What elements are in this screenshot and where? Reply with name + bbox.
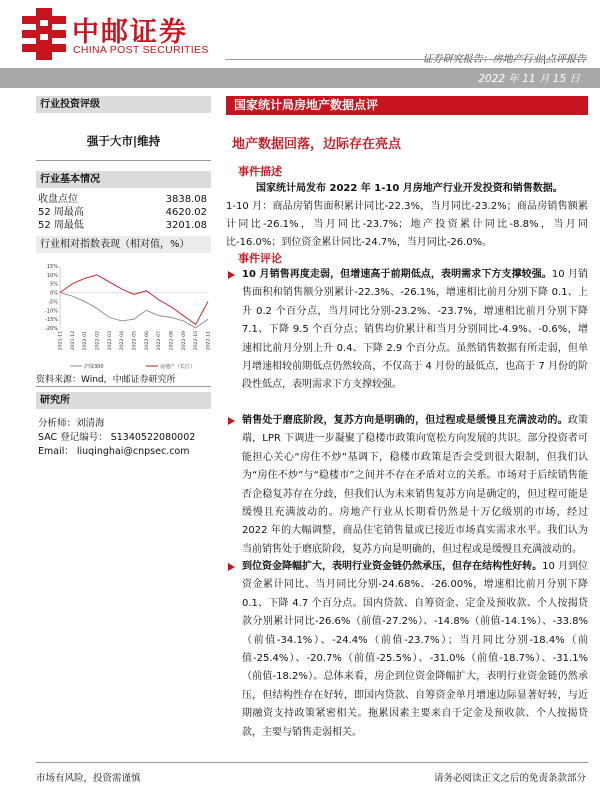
research-section-label: 研究所: [36, 392, 211, 409]
performance-section-label: 行业相对指数表现（相对值，%）: [36, 236, 211, 253]
analyst-email[interactable]: Email： liuqinghai@cnpsec.com: [38, 446, 190, 457]
x-tick-label: 2022-06: [144, 331, 150, 351]
company-name-cn: 中邮证券: [72, 17, 188, 48]
divider: [36, 386, 211, 387]
x-tick-label: 2022-04: [120, 331, 126, 351]
legend-label: 沪深300: [84, 364, 104, 370]
event-lead: 国家统计局发布 2022 年 1-10 月房地产行业开发投资和销售数据。: [256, 183, 563, 194]
x-tick-label: 2021-12: [70, 331, 76, 351]
legend-label: 房地产（长江）: [160, 364, 196, 370]
report-type: [423, 50, 586, 65]
analyst-name: 分析师：刘清海: [38, 418, 105, 429]
x-tick-label: 2022-01: [83, 331, 89, 351]
chart-source: 资料来源：Wind，中邮证券研究所: [36, 375, 176, 385]
y-tick-label: -10%: [45, 308, 58, 315]
comment-point-3: [226, 558, 588, 742]
report-subtitle: 地产数据回落，边际存在亮点: [232, 137, 402, 152]
x-tick-label: 2022-08: [169, 331, 175, 351]
point-body: 10 月销售面积和销售额分别累计-22.3%、-26.1%，增速相比前月分别下降 0.1、上升 0.2 个百分点，当月同比分别-23.2%、-23.7%，增速相比前月分别下降 7.1、下降 9.5 个百分点；销售均价累计和当月分别同比-4.9%、-0.6%，增速相比前月分别上升 0.4、下降 2.9 个百分点。虽然销售数据有所走弱，但单月增速相较前期低点仍然较高，不仅高于 4 月份的最低点，也高于 7 月份的阶段性低点，表明需求下方支撑较强。: [242, 269, 588, 391]
industry-rating: 强于大市|维持: [86, 134, 161, 148]
stat-label: 52 周最高: [38, 207, 84, 218]
stat-row-low: [38, 220, 209, 232]
footer-rule: [36, 762, 588, 763]
x-tick-label: 2022-03: [107, 331, 113, 351]
y-tick-label: 5%: [50, 281, 58, 288]
company-name-en: CHINA POST SECURITIES: [73, 44, 209, 56]
stat-row-close: [38, 194, 209, 206]
stat-label: 52 周最低: [38, 220, 84, 231]
y-tick-label: 0%: [50, 290, 58, 297]
risk-notice: 市场有风险，投资需谨慎: [36, 773, 141, 784]
header-rule: [225, 59, 587, 60]
report-title: 国家统计局房地产数据点评: [226, 96, 588, 115]
report-date: 2022 年 11 月 15 日: [478, 73, 580, 85]
analyst-sac: SAC 登记编号： S1340522080002: [38, 432, 196, 443]
point-lead: 到位资金降幅扩大，表明行业资金链仍然承压，但存在结构性好转。: [242, 561, 543, 572]
x-tick-label: 2022-10: [194, 331, 200, 351]
x-tick-label: 2022-02: [95, 331, 101, 351]
y-tick-label: 15%: [46, 264, 58, 270]
basics-section-label: 行业基本情况: [36, 171, 211, 188]
x-tick-label: 2022-07: [157, 331, 163, 351]
bullet-marker-icon: [228, 563, 235, 571]
y-tick-label: -5%: [48, 299, 58, 306]
point-body: 政策端，LPR 下调进一步凝聚了稳楼市政策向宽松方向发展的共识。部分投资者可能担心关心“房住不炒”基调下，稳楼市政策是否会受到很大限制，但我们认为“房住不炒”与“稳楼市”之间并不存在矛盾对立的关系。市场对于后续销售能否企稳复苏存在分歧，但我们认为未来销售复苏方向是确定的，但过程可能是缓慢且充满波动的。房地产行业从长期看仍然是十万亿级别的市场，经过 2022 年的大幅调整，商品住宅销售量或已接近市场真实需求水平。我们认为当前销售处于磨底阶段，复苏方向是明确的，但过程或是缓慢且充满波动的。: [242, 415, 589, 555]
event-section-heading: 事件描述: [238, 165, 282, 178]
y-tick-label: 10%: [46, 272, 58, 279]
disclaimer-notice: 请务必阅读正文之后的免责条款部分: [433, 773, 586, 784]
relative-performance-chart: [36, 262, 211, 370]
company-logo-icon: [22, 8, 66, 60]
stat-value: 3838.08: [165, 194, 207, 205]
point-body: 10 月到位资金累计同比、当月同比分别-24.68%、-26.00%，增速相比前月分别下降 0.1、下降 4.7 个百分点。国内贷款、自筹资金、定金及预收款、个人按揭贷款分别累计同比-26.6%（前值-27.2%）、-14.8%（前值-14.1%）、-33.8%（前值-34.1%）、-24.4%（前值-23.7%）；当月同比分别-18.4%（前值-25.4%）、-20.7%（前值-25.5%）、-31.0%（前值-18.7%）、-31.1%（前值-18.2%）。总体来看，房企到位资金降幅扩大，表明行业资金链仍然承压，但结构性存在好转，即国内贷款、自筹资金单月增速边际显著好转，与近期融资支持政策紧密相关。拖累因素主要来自于定金及预收款、个人按揭贷款，主要与销售走弱相关。: [242, 561, 589, 738]
event-body: 1-10 月：商品房销售面积累计同比-22.3%，当月同比-23.2%；商品房销售额累计同比-26.1%，当月同比-23.7%；地产投资累计同比-8.8%，当月同比-16.0%；到位资金累计同比-24.7%，当月同比-26.0%。: [226, 201, 588, 248]
point-lead: 10 月销售再度走弱，但增速高于前期低点，表明需求下方支撑较强。: [242, 269, 552, 280]
stat-label: 收盘点位: [38, 194, 78, 205]
comment-point-1: [226, 266, 588, 395]
stat-value: 4620.02: [165, 207, 207, 218]
series-line: [60, 275, 208, 325]
bullet-marker-icon: [228, 271, 235, 279]
stat-value: 3201.08: [165, 220, 207, 231]
series-line: [60, 293, 208, 328]
divider: [36, 160, 211, 161]
point-lead: 销售处于磨底阶段，复苏方向是明确的，但过程或是缓慢且充满波动的。: [242, 415, 568, 426]
stat-row-high: [38, 207, 209, 219]
x-tick-label: 2021-11: [58, 331, 64, 351]
y-tick-label: -20%: [45, 326, 58, 332]
comment-point-2: [226, 412, 588, 559]
x-tick-label: 2022-05: [132, 331, 138, 351]
x-tick-label: 2022-09: [181, 331, 187, 351]
bullet-marker-icon: [228, 417, 235, 425]
rating-section-label: 行业投资评级: [36, 96, 211, 113]
y-tick-label: -15%: [45, 317, 58, 324]
comment-section-heading: 事件评论: [238, 252, 282, 265]
x-tick-label: 2022-11: [206, 331, 211, 351]
